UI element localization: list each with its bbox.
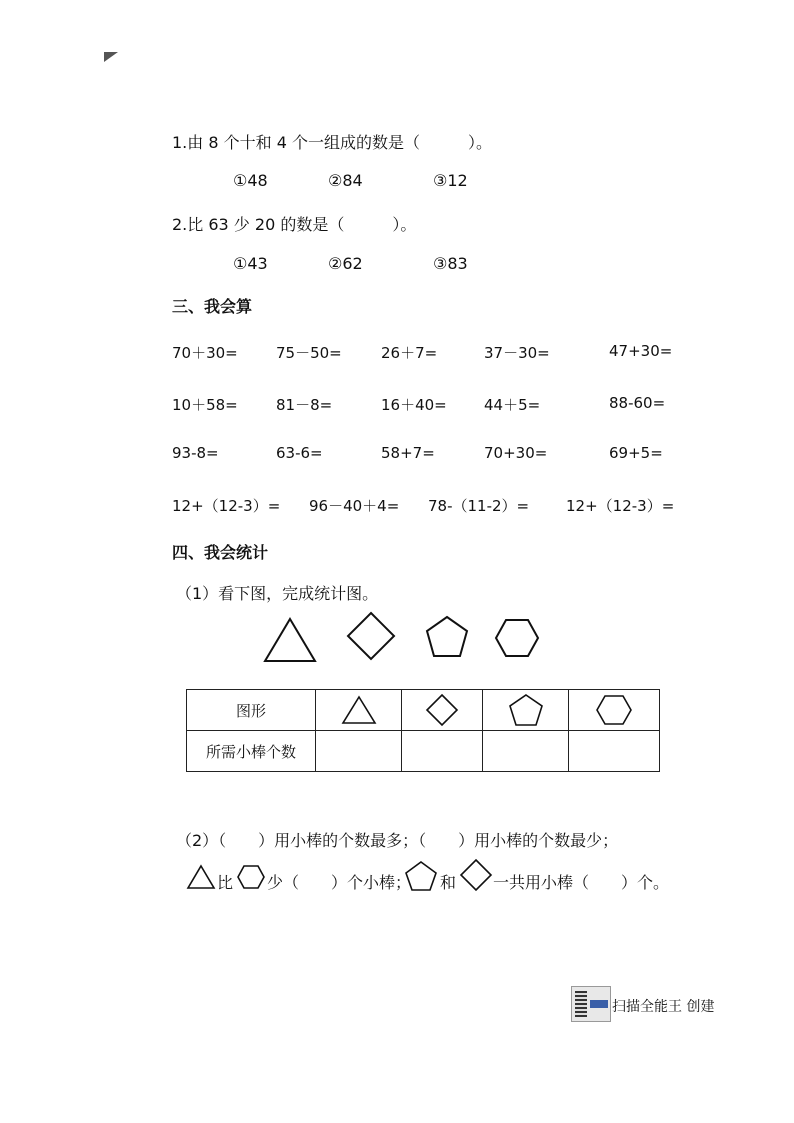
part-2-line-1: （2）（ ）用小棒的个数最多；（ ）用小棒的个数最少； [176, 831, 619, 850]
calc-item: 47+30= [609, 342, 673, 360]
hexagon-icon [595, 694, 633, 726]
calc-item: 26＋7= [381, 344, 438, 362]
calc-item: 10＋58= [172, 396, 238, 414]
scanner-watermark: 扫描全能王 创建 [612, 999, 715, 1015]
calc-item: 70＋30= [172, 344, 238, 362]
answer-cell[interactable] [569, 731, 660, 772]
calc-item: 88-60= [609, 394, 666, 412]
stick-count-table [186, 689, 660, 772]
answer-cell[interactable] [402, 731, 483, 772]
calc-item: 93-8= [172, 444, 219, 462]
calc-item: 44＋5= [484, 396, 541, 414]
pentagon-shape-icon [424, 614, 470, 660]
text-shao: 少（ ）个小棒； [267, 873, 412, 892]
section-4-title: 四、我会统计 [172, 543, 269, 562]
calc-item: 75－50= [276, 344, 342, 362]
calc-item: 70+30= [484, 444, 548, 462]
table-cell-diamond [402, 690, 483, 731]
table-cell-triangle [316, 690, 402, 731]
triangle-shape-icon [262, 616, 318, 664]
calc-item: 78-（11-2）= [428, 497, 530, 515]
calc-item: 69+5= [609, 444, 663, 462]
question-1: 1.由 8 个十和 4 个一组成的数是（ ）。 [172, 133, 492, 152]
diamond-shape-icon [345, 610, 397, 662]
hexagon-icon [236, 864, 266, 890]
table-header-shape: 图形 [187, 690, 316, 731]
calc-item: 63-6= [276, 444, 323, 462]
text-bi: 比 [217, 873, 234, 892]
pentagon-icon [508, 693, 544, 727]
scan-corner-mark [104, 52, 118, 62]
calc-item: 58+7= [381, 444, 435, 462]
pentagon-icon [404, 860, 438, 892]
q1-option-2: ②84 [328, 171, 363, 190]
q2-option-3: ③83 [433, 254, 468, 273]
diamond-icon [459, 858, 493, 892]
section-3-title: 三、我会算 [172, 297, 253, 316]
hexagon-shape-icon [494, 617, 540, 659]
table-cell-hexagon [569, 690, 660, 731]
question-2: 2.比 63 少 20 的数是（ ）。 [172, 215, 417, 234]
q2-option-1: ①43 [233, 254, 268, 273]
q2-option-2: ②62 [328, 254, 363, 273]
answer-cell[interactable] [316, 731, 402, 772]
calc-item: 12+（12-3）= [566, 497, 675, 515]
text-total: 一共用小棒（ ）个。 [493, 873, 670, 892]
text-he: 和 [440, 873, 457, 892]
triangle-icon [341, 695, 377, 725]
scanner-logo-icon [571, 986, 611, 1022]
triangle-icon [186, 864, 216, 890]
calc-item: 37－30= [484, 344, 550, 362]
diamond-icon [425, 693, 459, 727]
answer-cell[interactable] [483, 731, 569, 772]
calc-item: 81－8= [276, 396, 333, 414]
q1-option-3: ③12 [433, 171, 468, 190]
part-1-instruction: （1）看下图，完成统计图。 [176, 584, 379, 603]
calc-item: 96－40＋4= [309, 497, 400, 515]
calc-item: 12+（12-3）= [172, 497, 281, 515]
q1-option-1: ①48 [233, 171, 268, 190]
table-header-stick-count: 所需小棒个数 [187, 731, 316, 772]
table-cell-pentagon [483, 690, 569, 731]
calc-item: 16＋40= [381, 396, 447, 414]
